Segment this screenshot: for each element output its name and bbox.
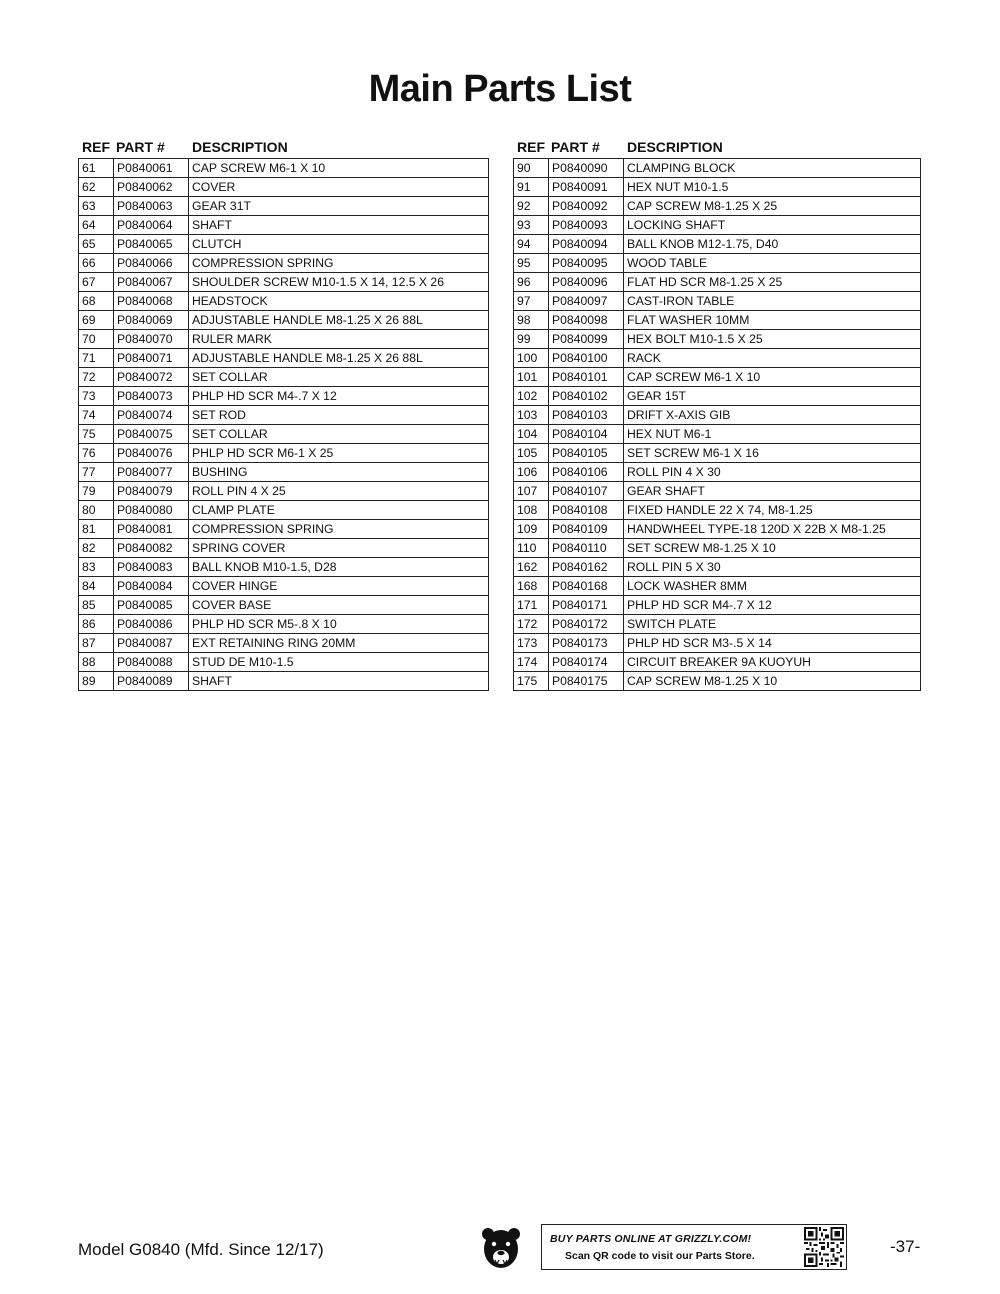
part-number-cell: P0840097: [549, 292, 624, 311]
part-number-cell: P0840073: [114, 387, 189, 406]
part-number-cell: P0840071: [114, 349, 189, 368]
table-row: [514, 672, 921, 691]
grizzly-bear-icon: [480, 1226, 522, 1270]
table-row: [79, 596, 489, 615]
description-cell: CLAMPING BLOCK: [624, 159, 921, 178]
part-number-cell: P0840108: [549, 501, 624, 520]
table-row: [79, 254, 489, 273]
part-number-cell: P0840103: [549, 406, 624, 425]
ref-cell: 89: [79, 672, 114, 691]
header-ref: REF: [82, 139, 110, 155]
description-cell: HANDWHEEL TYPE-18 120D X 22B X M8-1.25: [624, 520, 921, 539]
description-cell: SET SCREW M6-1 X 16: [624, 444, 921, 463]
header-ref: REF: [517, 139, 545, 155]
description-cell: RACK: [624, 349, 921, 368]
ref-cell: 80: [79, 501, 114, 520]
table-row: [514, 235, 921, 254]
description-cell: SET COLLAR: [189, 425, 489, 444]
ref-cell: 101: [514, 368, 549, 387]
ref-cell: 106: [514, 463, 549, 482]
table-row: [514, 292, 921, 311]
part-number-cell: P0840080: [114, 501, 189, 520]
part-number-cell: P0840067: [114, 273, 189, 292]
parts-table-right: [513, 137, 921, 691]
part-number-cell: P0840168: [549, 577, 624, 596]
qr-code-icon[interactable]: [804, 1227, 844, 1267]
ref-cell: 63: [79, 197, 114, 216]
ref-cell: 110: [514, 539, 549, 558]
table-row: [79, 406, 489, 425]
table-row: [79, 292, 489, 311]
table-row: [514, 406, 921, 425]
description-cell: CAP SCREW M8-1.25 X 10: [624, 672, 921, 691]
part-number-cell: P0840085: [114, 596, 189, 615]
ref-cell: 74: [79, 406, 114, 425]
ref-cell: 83: [79, 558, 114, 577]
table-row: [514, 216, 921, 235]
part-number-cell: P0840063: [114, 197, 189, 216]
page-number: -37-: [890, 1237, 921, 1256]
table-row: [514, 482, 921, 501]
table-row: [514, 444, 921, 463]
description-cell: HEX BOLT M10-1.5 X 25: [624, 330, 921, 349]
table-row: [514, 368, 921, 387]
description-cell: DRIFT X-AXIS GIB: [624, 406, 921, 425]
description-cell: EXT RETAINING RING 20MM: [189, 634, 489, 653]
table-row: [514, 634, 921, 653]
part-number-cell: P0840100: [549, 349, 624, 368]
part-number-cell: P0840172: [549, 615, 624, 634]
description-cell: SHOULDER SCREW M10-1.5 X 14, 12.5 X 26: [189, 273, 489, 292]
ref-cell: 171: [514, 596, 549, 615]
ref-cell: 168: [514, 577, 549, 596]
table-row: [79, 463, 489, 482]
part-number-cell: P0840098: [549, 311, 624, 330]
ref-cell: 62: [79, 178, 114, 197]
table-row: [514, 330, 921, 349]
description-cell: HEX NUT M6-1: [624, 425, 921, 444]
part-number-cell: P0840091: [549, 178, 624, 197]
description-cell: BALL KNOB M12-1.75, D40: [624, 235, 921, 254]
ref-cell: 175: [514, 672, 549, 691]
header-description: DESCRIPTION: [627, 139, 723, 155]
description-cell: PHLP HD SCR M5-.8 X 10: [189, 615, 489, 634]
table-row: [79, 330, 489, 349]
table-row: [514, 501, 921, 520]
table-row: [79, 387, 489, 406]
description-cell: CIRCUIT BREAKER 9A KUOYUH: [624, 653, 921, 672]
description-cell: LOCK WASHER 8MM: [624, 577, 921, 596]
part-number-cell: P0840086: [114, 615, 189, 634]
description-cell: ADJUSTABLE HANDLE M8-1.25 X 26 88L: [189, 311, 489, 330]
description-cell: LOCKING SHAFT: [624, 216, 921, 235]
table-row: [79, 501, 489, 520]
description-cell: PHLP HD SCR M4-.7 X 12: [624, 596, 921, 615]
part-number-cell: P0840175: [549, 672, 624, 691]
description-cell: CLAMP PLATE: [189, 501, 489, 520]
table-row: [514, 159, 921, 178]
table-row: [79, 653, 489, 672]
table-row: [79, 368, 489, 387]
ref-cell: 172: [514, 615, 549, 634]
ref-cell: 88: [79, 653, 114, 672]
ref-cell: 86: [79, 615, 114, 634]
table-row: [79, 558, 489, 577]
ref-cell: 92: [514, 197, 549, 216]
description-cell: BALL KNOB M10-1.5, D28: [189, 558, 489, 577]
description-cell: ROLL PIN 5 X 30: [624, 558, 921, 577]
table-row: [514, 273, 921, 292]
part-number-cell: P0840066: [114, 254, 189, 273]
ref-cell: 103: [514, 406, 549, 425]
table-row: [79, 672, 489, 691]
header-part: PART #: [116, 139, 165, 155]
part-number-cell: P0840072: [114, 368, 189, 387]
part-number-cell: P0840110: [549, 539, 624, 558]
table-row: [514, 539, 921, 558]
table-row: [514, 349, 921, 368]
part-number-cell: P0840104: [549, 425, 624, 444]
ref-cell: 82: [79, 539, 114, 558]
table-row: [79, 178, 489, 197]
description-cell: CAST-IRON TABLE: [624, 292, 921, 311]
ref-cell: 95: [514, 254, 549, 273]
table-header: [513, 137, 921, 158]
ref-cell: 98: [514, 311, 549, 330]
description-cell: PHLP HD SCR M4-.7 X 12: [189, 387, 489, 406]
description-cell: PHLP HD SCR M6-1 X 25: [189, 444, 489, 463]
table-header: [78, 137, 489, 158]
table-row: [79, 159, 489, 178]
description-cell: ROLL PIN 4 X 30: [624, 463, 921, 482]
description-cell: FIXED HANDLE 22 X 74, M8-1.25: [624, 501, 921, 520]
ref-cell: 68: [79, 292, 114, 311]
ref-cell: 64: [79, 216, 114, 235]
ref-cell: 94: [514, 235, 549, 254]
scan-qr-text: Scan QR code to visit our Parts Store.: [565, 1250, 755, 1262]
ref-cell: 162: [514, 558, 549, 577]
table-row: [514, 615, 921, 634]
description-cell: PHLP HD SCR M3-.5 X 14: [624, 634, 921, 653]
ref-cell: 173: [514, 634, 549, 653]
part-number-cell: P0840101: [549, 368, 624, 387]
header-description: DESCRIPTION: [192, 139, 288, 155]
part-number-cell: P0840174: [549, 653, 624, 672]
description-cell: FLAT WASHER 10MM: [624, 311, 921, 330]
description-cell: SHAFT: [189, 672, 489, 691]
part-number-cell: P0840093: [549, 216, 624, 235]
part-number-cell: P0840081: [114, 520, 189, 539]
part-number-cell: P0840102: [549, 387, 624, 406]
ref-cell: 65: [79, 235, 114, 254]
table-row: [514, 311, 921, 330]
ref-cell: 100: [514, 349, 549, 368]
table-row: [514, 254, 921, 273]
table-row: [514, 577, 921, 596]
ref-cell: 72: [79, 368, 114, 387]
description-cell: COVER: [189, 178, 489, 197]
table-row: [514, 463, 921, 482]
description-cell: SHAFT: [189, 216, 489, 235]
part-number-cell: P0840069: [114, 311, 189, 330]
ref-cell: 81: [79, 520, 114, 539]
table-row: [79, 273, 489, 292]
description-cell: FLAT HD SCR M8-1.25 X 25: [624, 273, 921, 292]
description-cell: COVER BASE: [189, 596, 489, 615]
table-row: [79, 425, 489, 444]
ref-cell: 107: [514, 482, 549, 501]
ref-cell: 61: [79, 159, 114, 178]
ref-cell: 109: [514, 520, 549, 539]
ref-cell: 71: [79, 349, 114, 368]
ref-cell: 93: [514, 216, 549, 235]
ref-cell: 77: [79, 463, 114, 482]
part-number-cell: P0840099: [549, 330, 624, 349]
table-row: [79, 482, 489, 501]
table-row: [79, 216, 489, 235]
part-number-cell: P0840061: [114, 159, 189, 178]
description-cell: STUD DE M10-1.5: [189, 653, 489, 672]
table-row: [514, 387, 921, 406]
table-row: [79, 197, 489, 216]
table-row: [514, 653, 921, 672]
description-cell: GEAR SHAFT: [624, 482, 921, 501]
description-cell: SET ROD: [189, 406, 489, 425]
description-cell: COVER HINGE: [189, 577, 489, 596]
part-number-cell: P0840062: [114, 178, 189, 197]
ref-cell: 70: [79, 330, 114, 349]
ref-cell: 84: [79, 577, 114, 596]
ref-cell: 85: [79, 596, 114, 615]
description-cell: GEAR 15T: [624, 387, 921, 406]
part-number-cell: P0840105: [549, 444, 624, 463]
part-number-cell: P0840070: [114, 330, 189, 349]
description-cell: ROLL PIN 4 X 25: [189, 482, 489, 501]
description-cell: SPRING COVER: [189, 539, 489, 558]
description-cell: GEAR 31T: [189, 197, 489, 216]
part-number-cell: P0840075: [114, 425, 189, 444]
table-row: [79, 349, 489, 368]
part-number-cell: P0840171: [549, 596, 624, 615]
description-cell: CLUTCH: [189, 235, 489, 254]
description-cell: CAP SCREW M8-1.25 X 25: [624, 197, 921, 216]
part-number-cell: P0840083: [114, 558, 189, 577]
ref-cell: 174: [514, 653, 549, 672]
description-cell: SWITCH PLATE: [624, 615, 921, 634]
table-row: [79, 577, 489, 596]
parts-table-left: [78, 137, 489, 691]
table-row: [514, 197, 921, 216]
part-number-cell: P0840090: [549, 159, 624, 178]
ref-cell: 67: [79, 273, 114, 292]
part-number-cell: P0840107: [549, 482, 624, 501]
ref-cell: 105: [514, 444, 549, 463]
part-number-cell: P0840068: [114, 292, 189, 311]
part-number-cell: P0840094: [549, 235, 624, 254]
part-number-cell: P0840079: [114, 482, 189, 501]
table-row: [514, 425, 921, 444]
part-number-cell: P0840096: [549, 273, 624, 292]
part-number-cell: P0840106: [549, 463, 624, 482]
ref-cell: 69: [79, 311, 114, 330]
description-cell: ADJUSTABLE HANDLE M8-1.25 X 26 88L: [189, 349, 489, 368]
part-number-cell: P0840089: [114, 672, 189, 691]
ref-cell: 90: [514, 159, 549, 178]
table-row: [514, 558, 921, 577]
ref-cell: 73: [79, 387, 114, 406]
table-row: [79, 539, 489, 558]
part-number-cell: P0840092: [549, 197, 624, 216]
header-part: PART #: [551, 139, 600, 155]
ref-cell: 104: [514, 425, 549, 444]
description-cell: CAP SCREW M6-1 X 10: [624, 368, 921, 387]
part-number-cell: P0840095: [549, 254, 624, 273]
description-cell: RULER MARK: [189, 330, 489, 349]
description-cell: COMPRESSION SPRING: [189, 254, 489, 273]
table-row: [79, 311, 489, 330]
part-number-cell: P0840065: [114, 235, 189, 254]
part-number-cell: P0840088: [114, 653, 189, 672]
table-row: [79, 520, 489, 539]
description-cell: HEX NUT M10-1.5: [624, 178, 921, 197]
ref-cell: 87: [79, 634, 114, 653]
part-number-cell: P0840077: [114, 463, 189, 482]
table-row: [79, 634, 489, 653]
ref-cell: 91: [514, 178, 549, 197]
table-row: [79, 444, 489, 463]
description-cell: WOOD TABLE: [624, 254, 921, 273]
ref-cell: 75: [79, 425, 114, 444]
part-number-cell: P0840109: [549, 520, 624, 539]
page-title: Main Parts List: [368, 68, 632, 110]
table-row: [514, 596, 921, 615]
ref-cell: 76: [79, 444, 114, 463]
description-cell: COMPRESSION SPRING: [189, 520, 489, 539]
part-number-cell: P0840162: [549, 558, 624, 577]
part-number-cell: P0840173: [549, 634, 624, 653]
table-row: [514, 520, 921, 539]
ref-cell: 97: [514, 292, 549, 311]
ref-cell: 66: [79, 254, 114, 273]
part-number-cell: P0840076: [114, 444, 189, 463]
description-cell: HEADSTOCK: [189, 292, 489, 311]
description-cell: CAP SCREW M6-1 X 10: [189, 159, 489, 178]
description-cell: SET COLLAR: [189, 368, 489, 387]
ref-cell: 96: [514, 273, 549, 292]
description-cell: BUSHING: [189, 463, 489, 482]
buy-parts-text: BUY PARTS ONLINE AT GRIZZLY.COM!: [550, 1233, 752, 1245]
part-number-cell: P0840087: [114, 634, 189, 653]
ref-cell: 102: [514, 387, 549, 406]
ref-cell: 99: [514, 330, 549, 349]
table-row: [79, 235, 489, 254]
table-row: [79, 615, 489, 634]
part-number-cell: P0840074: [114, 406, 189, 425]
buy-parts-banner[interactable]: [541, 1224, 847, 1270]
part-number-cell: P0840082: [114, 539, 189, 558]
description-cell: SET SCREW M8-1.25 X 10: [624, 539, 921, 558]
part-number-cell: P0840064: [114, 216, 189, 235]
ref-cell: 108: [514, 501, 549, 520]
ref-cell: 79: [79, 482, 114, 501]
part-number-cell: P0840084: [114, 577, 189, 596]
table-row: [514, 178, 921, 197]
model-label: Model G0840 (Mfd. Since 12/17): [78, 1240, 324, 1259]
